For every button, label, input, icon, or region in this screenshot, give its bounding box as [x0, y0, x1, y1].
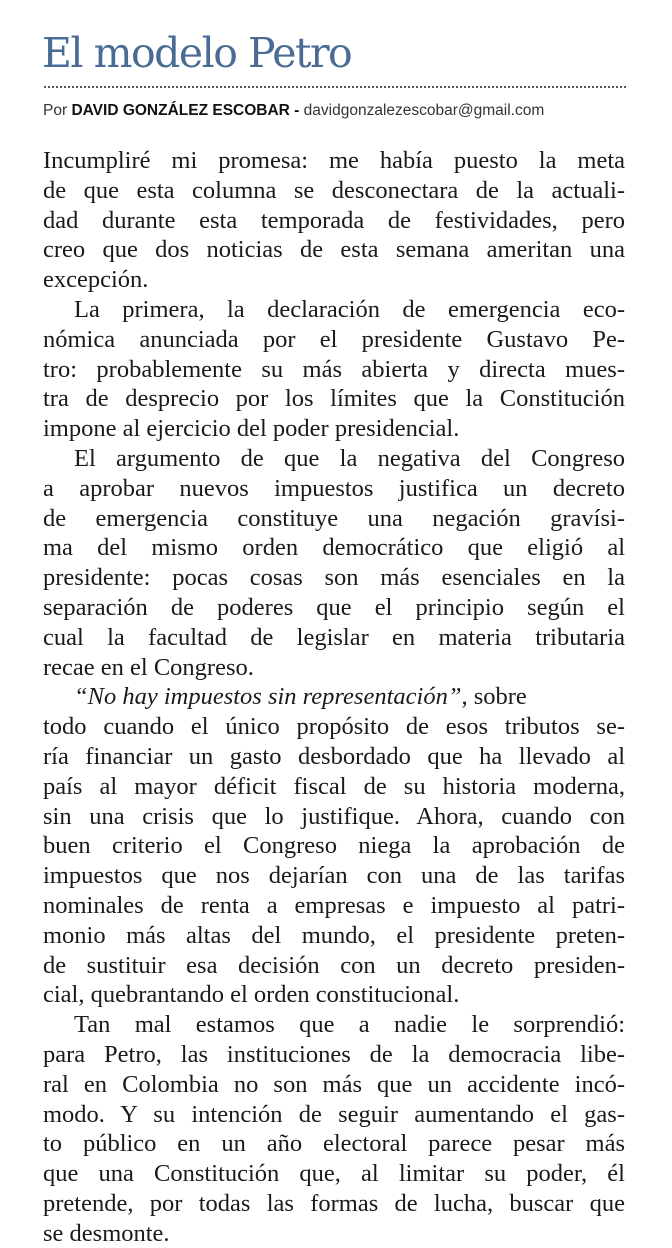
text: , sobre	[461, 683, 527, 711]
text-line: sin una crisis que lo justifique. Ahora, cuando con	[43, 802, 625, 830]
text-line: Tan mal estamos que a nadie le sorprendió:	[74, 1011, 625, 1039]
text-line: impone al ejercicio del poder presidencial.	[43, 415, 460, 443]
text-line: presidente: pocas cosas son más esenciales en la	[43, 564, 625, 592]
paragraph	[43, 146, 625, 295]
text-line: país al mayor déficit fiscal de su historia moderna,	[43, 772, 625, 800]
text-line: creo que dos noticias de esta semana ameritan una	[43, 236, 625, 264]
dotted-divider	[44, 86, 626, 88]
text-line: cial, quebrantando el orden constitucional.	[43, 981, 460, 1009]
text-line: impuestos que nos dejarían con una de las tarifas	[43, 862, 625, 890]
text-line: El argumento de que la negativa del Congreso	[74, 444, 625, 472]
author-name: DAVID GONZÁLEZ ESCOBAR -	[71, 102, 300, 119]
text-line: de sustituir esa decisión con un decreto presiden-	[43, 951, 625, 979]
article-body	[43, 146, 625, 1248]
text-line: tro: probablemente su más abierta y directa mues-	[43, 355, 625, 383]
text-line: monio más altas del mundo, el presidente preten-	[43, 921, 625, 949]
text-line: dad durante esta temporada de festividades, pero	[43, 206, 625, 234]
text-line: buen criterio el Congreso niega la aprobación de	[43, 832, 625, 860]
text-line: de emergencia constituye una negación gravísi-	[43, 504, 625, 532]
paragraph	[43, 295, 625, 444]
text-line: modo. Y su intención de seguir aumentando el gas-	[43, 1100, 625, 1128]
text-line: to público en un año electoral parece pesar más	[43, 1130, 625, 1158]
article-title: El modelo Petro	[42, 29, 352, 77]
text-line	[43, 682, 625, 712]
text-line: ría financiar un gasto desbordado que ha llevado al	[43, 742, 625, 770]
byline	[43, 102, 544, 120]
quote: “No hay impuestos sin representación”	[74, 683, 462, 711]
text-line: La primera, la declaración de emergencia eco-	[74, 295, 625, 323]
paragraph	[43, 444, 625, 682]
text-line: nómica anunciada por el presidente Gustavo Pe-	[43, 325, 625, 353]
text-line: Incumpliré mi promesa: me había puesto la meta	[43, 147, 625, 174]
text-line: todo cuando el único propósito de esos tributos se-	[43, 713, 625, 741]
paragraph	[43, 682, 625, 1010]
text-line: de que esta columna se desconectara de la actuali-	[43, 176, 625, 204]
text-line: ma del mismo orden democrático que eligió al	[43, 534, 625, 562]
text-line: a aprobar nuevos impuestos justifica un decreto	[43, 474, 625, 502]
paragraph	[43, 1010, 625, 1248]
text-line: nominales de renta a empresas e impuesto al patri-	[43, 891, 625, 919]
text-line: para Petro, las instituciones de la democracia libe-	[43, 1040, 625, 1068]
byline-prefix: Por	[43, 102, 68, 119]
text-line: ral en Colombia no son más que un accidente incó-	[43, 1070, 625, 1098]
text-line: cual la facultad de legislar en materia tributaria	[43, 623, 625, 651]
text-line: pretende, por todas las formas de lucha, buscar que	[43, 1189, 625, 1217]
text-line: se desmonte.	[43, 1219, 170, 1247]
text-line: que una Constitución que, al limitar su poder, él	[43, 1160, 625, 1188]
author-email: davidgonzalezescobar@gmail.com	[303, 102, 545, 119]
text-line: recae en el Congreso.	[43, 653, 254, 681]
text-line: tra de desprecio por los límites que la Constitución	[43, 385, 625, 413]
text-line: separación de poderes que el principio según el	[43, 593, 625, 621]
text-line: excepción.	[43, 266, 149, 294]
